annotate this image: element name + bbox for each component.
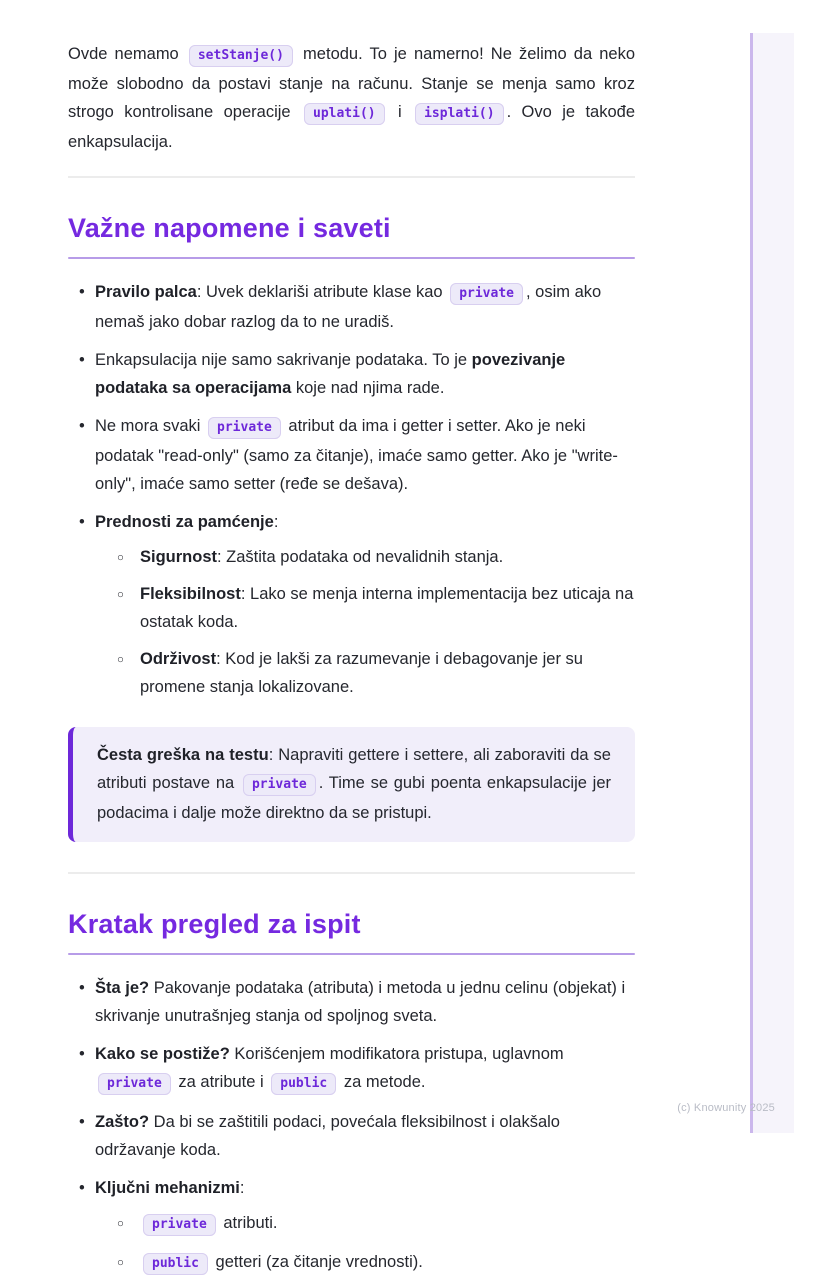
sub-list-item: ○ private atributi. — [108, 1209, 635, 1239]
bold-text: Pravilo palca — [95, 283, 197, 301]
inline-code: public — [271, 1073, 336, 1095]
intro-paragraph: Ovde nemamo setStanje() metodu. To je namerno! Ne želimo da neko može slobodno da postavi stanje na računu. Stanje se menja samo kroz strogo kontrolisane operacije uplati() i isplati() . Ovo je takođe enkapsulacija. — [68, 45, 636, 151]
copyright-watermark: (c) Knowunity 2025 — [677, 1102, 775, 1114]
list-item-text: Kako se postiže? Korišćenjem modifikatora pristupa, uglavnom private za atribute i public za metode. — [95, 1045, 564, 1091]
callout-text: Česta greška na testu: Napraviti gettere i settere, ali zaboraviti da se atributi postave na private . Time se gubi poenta enkapsulacije jer podacima i dalje može direktno da se pristupi. — [97, 746, 611, 822]
section-title-review: Kratak pregled za ispit — [68, 909, 361, 939]
section-title-notes: Važne napomene i saveti — [68, 213, 391, 243]
list-item-text: Ključni mehanizmi: — [95, 1179, 245, 1197]
bullet-list-review — [68, 974, 635, 1278]
sub-list-item: ○ Održivost: Kod je lakši za razumevanje i debagovanje jer su promene stanja lokalizovane. — [108, 645, 635, 701]
inline-code: private — [98, 1073, 171, 1095]
list-item-text: Enkapsulacija nije samo sakrivanje podataka. To je povezivanje podataka sa operacijama koje nad njima rade. — [95, 351, 566, 397]
bold-text: Zašto? — [95, 1113, 150, 1131]
sub-list-item: ○ Sigurnost: Zaštita podataka od nevalidnih stanja. — [108, 543, 635, 571]
sub-list-item: ○ Fleksibilnost: Lako se menja interna implementacija bez uticaja na ostatak koda. — [108, 580, 635, 636]
list-item-text: Zašto? Da bi se zaštitili podaci, povećala fleksibilnost i olakšalo održavanje koda. — [95, 1113, 560, 1159]
bold-text: Česta greška na testu — [97, 746, 269, 764]
heading-underline — [68, 953, 635, 955]
inline-code: isplati() — [415, 103, 503, 125]
bold-text: Ključni mehanizmi — [95, 1179, 240, 1197]
sub-list — [95, 543, 635, 701]
list-item — [68, 278, 635, 336]
callout-common-mistake — [68, 727, 635, 842]
bold-text: Šta je? — [95, 979, 150, 997]
section-divider — [68, 872, 635, 874]
list-item — [68, 412, 635, 498]
list-item-text: Šta je? Pakovanje podataka (atributa) i metoda u jednu celinu (objekat) i skrivanje unutrašnjeg stanja od spoljnog sveta. — [95, 979, 626, 1025]
inline-code: private — [143, 1214, 216, 1236]
list-item — [68, 974, 635, 1030]
list-item — [68, 1108, 635, 1164]
list-item — [68, 346, 635, 402]
page-edge-decoration — [750, 33, 794, 1133]
heading-underline — [68, 257, 635, 259]
bold-text: Prednosti za pamćenje — [95, 513, 274, 531]
bold-text: Kako se postiže? — [95, 1045, 230, 1063]
section-divider — [68, 176, 635, 178]
bold-text: Održivost — [140, 650, 217, 668]
inline-code: setStanje() — [189, 45, 293, 67]
sub-list — [95, 1209, 635, 1278]
inline-code: private — [208, 417, 281, 439]
bold-text: povezivanje podataka sa operacijama — [95, 351, 566, 397]
list-item-text: Pravilo palca: Uvek deklariši atribute klase kao private , osim ako nemaš jako dobar razlog da to ne uradiš. — [95, 283, 602, 331]
list-item-text: Prednosti za pamćenje: — [95, 513, 279, 531]
bold-text: Sigurnost — [140, 548, 217, 566]
inline-code: public — [143, 1253, 208, 1275]
sub-list-item: ○ public getteri (za čitanje vrednosti). — [108, 1248, 635, 1278]
bullet-list-notes — [68, 278, 635, 701]
bold-text: Fleksibilnost — [140, 585, 241, 603]
list-item-text: Ne mora svaki private atribut da ima i getter i setter. Ako je neki podatak "read-only" (samo za čitanje), imaće samo getter. Ako je "write-only", imaće samo setter (ređe se dešava). — [95, 417, 618, 493]
inline-code: private — [450, 283, 523, 305]
inline-code: private — [243, 774, 316, 796]
inline-code: uplati() — [304, 103, 385, 125]
list-item — [68, 1040, 635, 1098]
list-item — [68, 1174, 635, 1278]
list-item — [68, 508, 635, 701]
document-content — [68, 0, 635, 1288]
